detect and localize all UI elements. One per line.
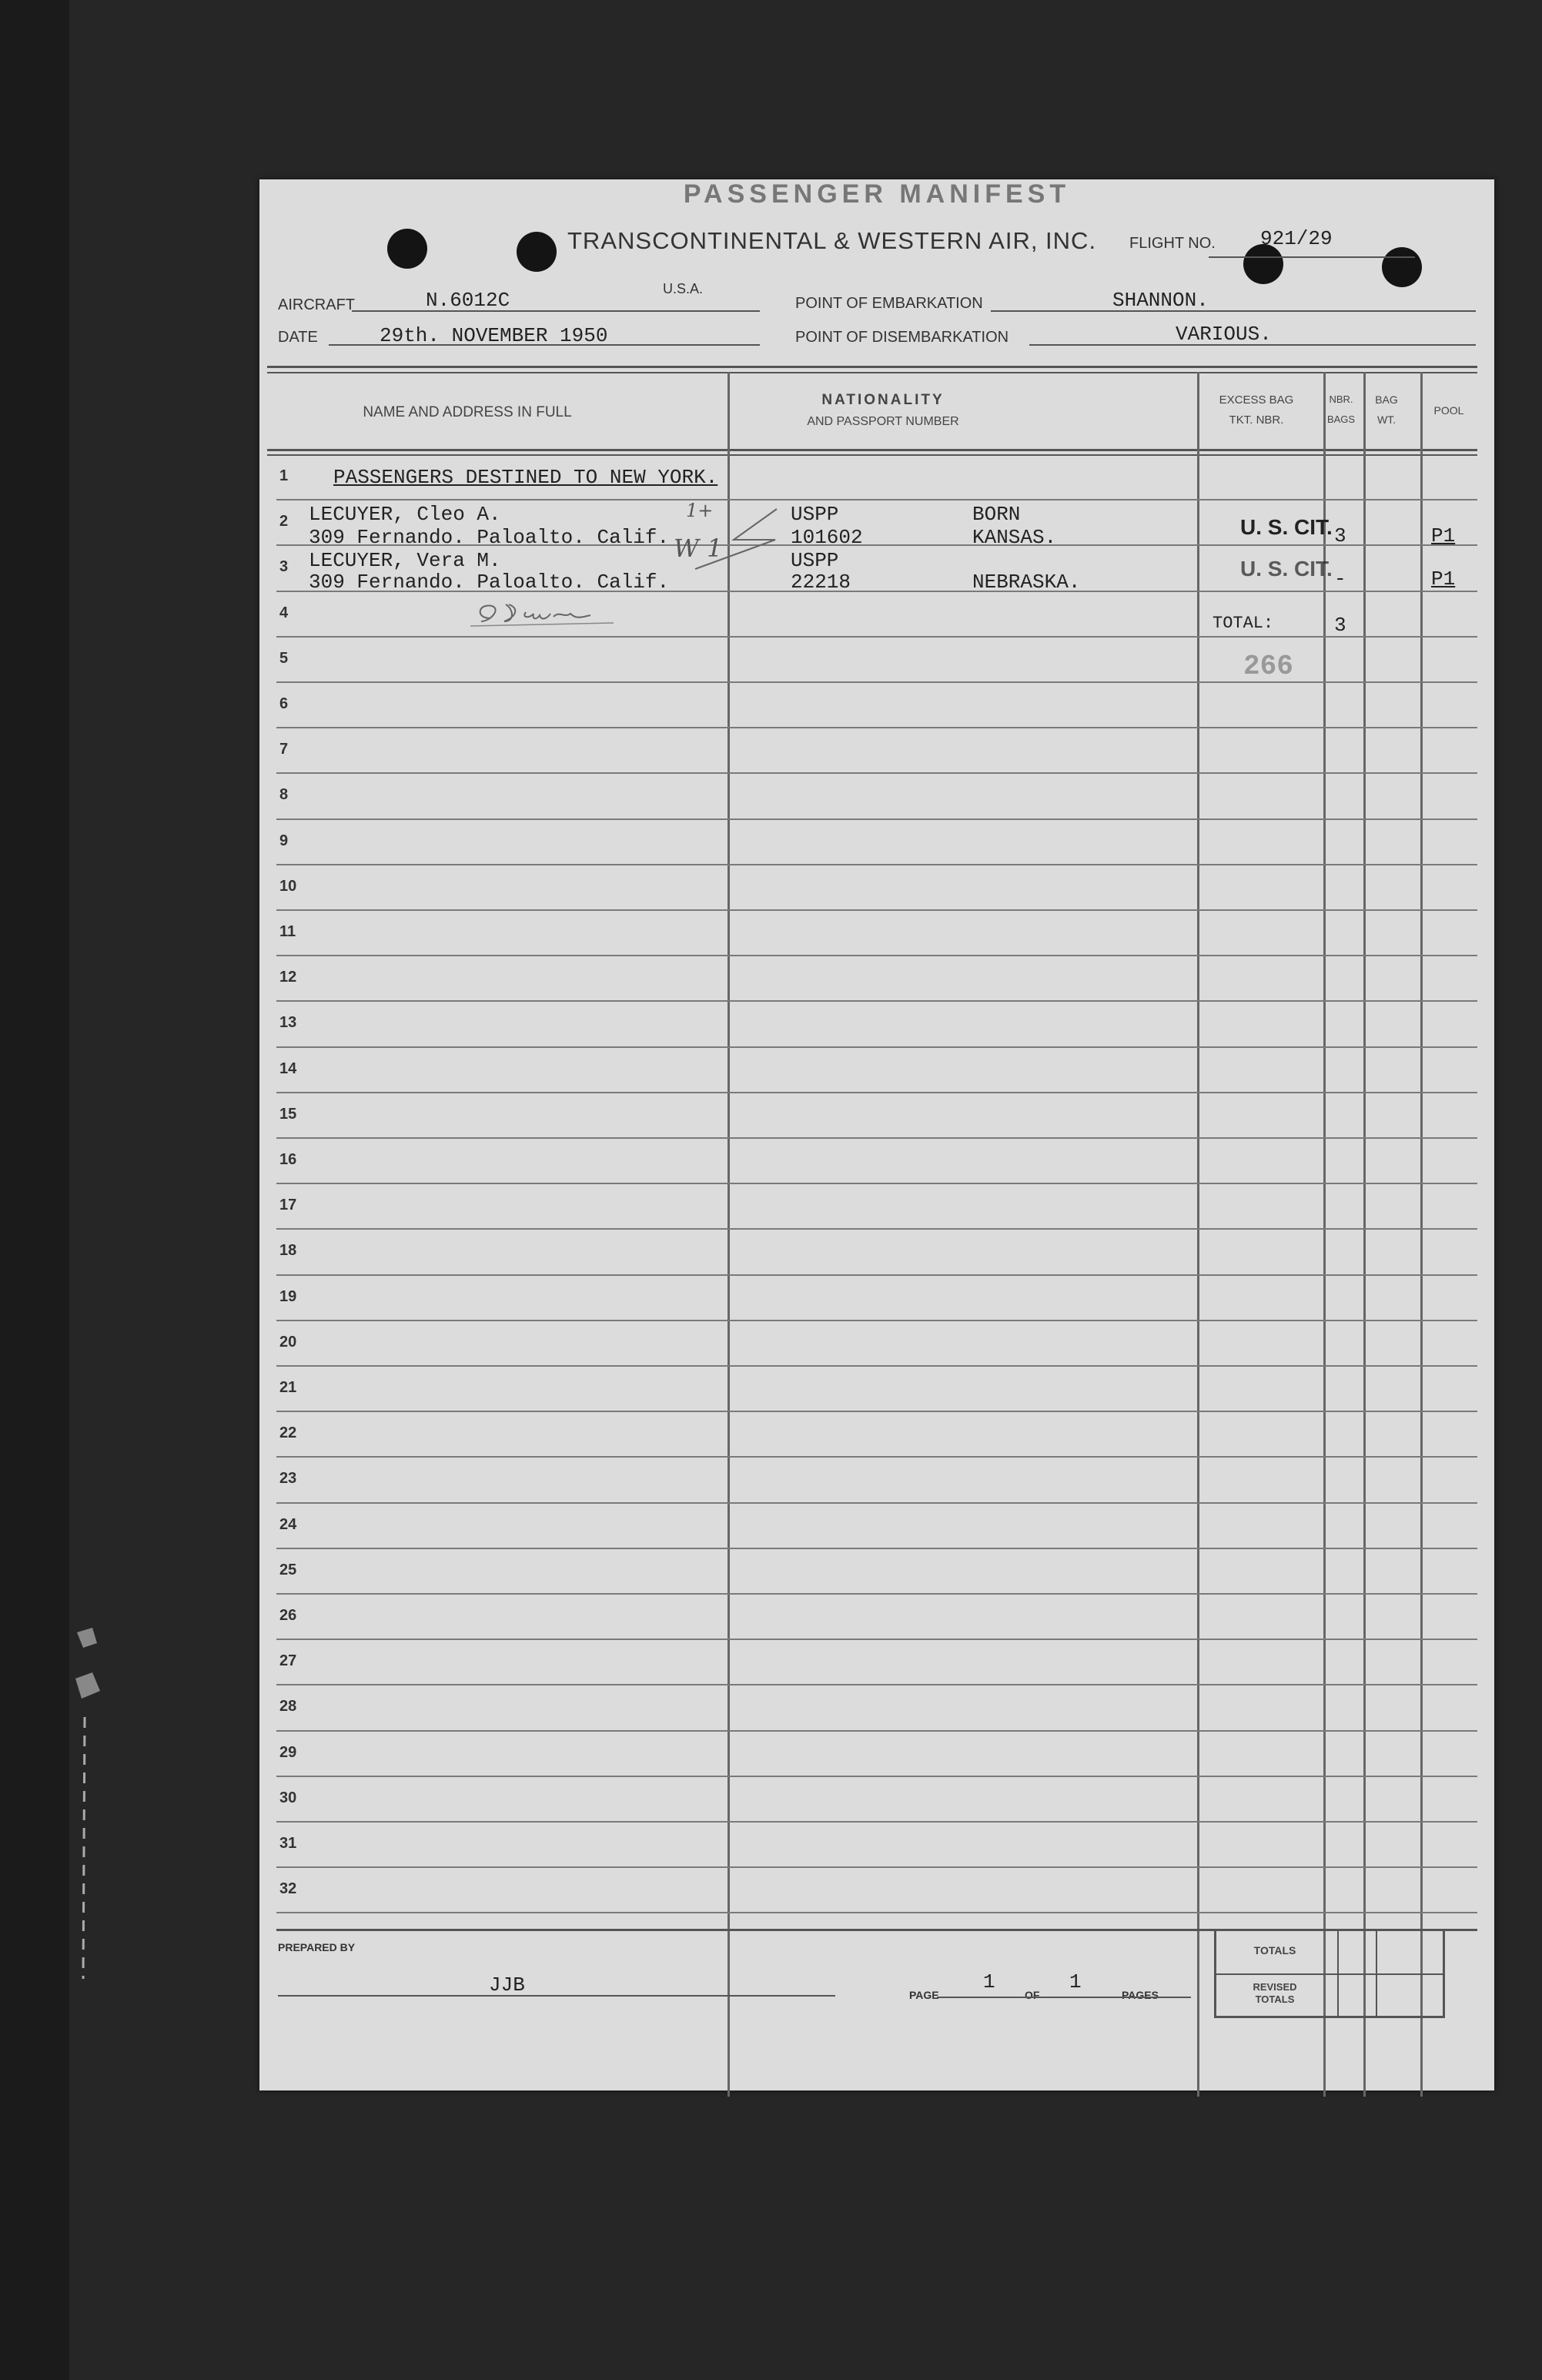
company-name: TRANSCONTINENTAL & WESTERN AIR, INC.: [567, 227, 1097, 254]
entries-heading: PASSENGERS DESTINED TO NEW YORK.: [333, 466, 718, 489]
row-line: [276, 772, 1477, 774]
row-line: [276, 499, 1477, 500]
total-label: TOTAL:: [1213, 614, 1274, 633]
table-top-rule: [267, 366, 1477, 368]
row-number: 9: [279, 832, 289, 849]
row-line: [276, 1502, 1477, 1504]
flight-no-value: 921/29: [1260, 227, 1333, 250]
totals-col-divider: [1337, 1929, 1339, 2018]
row-number: 5: [279, 649, 289, 667]
manifest-sheet: [259, 179, 1494, 2090]
row-number: 26: [279, 1607, 297, 1624]
row-line: [276, 818, 1477, 820]
row-number: 24: [279, 1515, 297, 1533]
flight-no-label: FLIGHT NO.: [1129, 235, 1216, 252]
disembarkation-label: POINT OF DISEMBARKATION: [795, 329, 1009, 346]
row-line: [276, 1639, 1477, 1640]
page-total: 1: [1069, 1970, 1082, 1993]
passenger-1-bags: 3: [1334, 524, 1346, 547]
punch-hole-icon: [1382, 247, 1422, 287]
row-number: 31: [279, 1835, 297, 1852]
col-pool-header: POOL: [1433, 404, 1464, 417]
header-bottom-rule-2: [267, 454, 1477, 456]
row-line: [276, 1593, 1477, 1595]
row-line: [276, 681, 1477, 683]
handwritten-annotation: W 1: [674, 534, 723, 563]
passenger-2-name: LECUYER, Vera M.: [309, 549, 501, 572]
row-line: [276, 955, 1477, 956]
row-number: 17: [279, 1197, 297, 1214]
date-label: DATE: [278, 329, 318, 346]
flight-no-underline: [1209, 256, 1415, 258]
row-number: 29: [279, 1743, 297, 1761]
embarkation-value: SHANNON.: [1112, 289, 1209, 312]
disembarkation-value: VARIOUS.: [1176, 323, 1272, 346]
prepared-by-label: PREPARED BY: [278, 1941, 356, 1953]
row-line: [276, 1228, 1477, 1230]
edge-marks: [62, 1625, 115, 1979]
row-number: 7: [279, 741, 289, 758]
col-divider: [1363, 372, 1366, 2097]
revised-label: REVISED: [1253, 1981, 1297, 1993]
passenger-1-born-label: BORN: [972, 503, 1021, 526]
passenger-2-address: 309 Fernando. Paloalto. Calif.: [309, 571, 670, 594]
passenger-1-pool: P1: [1431, 524, 1456, 547]
row-line: [276, 864, 1477, 865]
prepared-by-value: JJB: [489, 1973, 525, 1997]
row-line: [276, 1000, 1477, 1002]
aircraft-underline: [352, 310, 760, 312]
row-line: [276, 1046, 1477, 1048]
handwritten-strokes: [691, 503, 783, 572]
page-number: 1: [983, 1970, 995, 1993]
row-number: 13: [279, 1014, 297, 1032]
page-underline: [937, 1997, 1191, 1998]
row-line: [276, 1776, 1477, 1777]
row-number: 6: [279, 695, 289, 712]
col-excess-sub: TKT. NBR.: [1229, 413, 1284, 427]
row-number: 27: [279, 1652, 297, 1670]
row-number: 25: [279, 1561, 297, 1578]
total-bags: 3: [1334, 614, 1346, 637]
row-number: 8: [279, 786, 289, 804]
row-number: 19: [279, 1287, 297, 1305]
passenger-2-bags: -: [1334, 567, 1346, 591]
passenger-1-address: 309 Fernando. Paloalto. Calif.: [309, 526, 670, 549]
country-label: U.S.A.: [663, 281, 704, 296]
passenger-1-passport-type: USPP: [791, 503, 839, 526]
col-nbr-header: NBR.: [1329, 393, 1353, 405]
col-bagwt-header: BAG: [1375, 393, 1398, 406]
row-number: 16: [279, 1151, 297, 1168]
totals-label: TOTALS: [1253, 1944, 1296, 1957]
aircraft-label: AIRCRAFT: [278, 296, 355, 313]
row-number: 2: [279, 513, 289, 531]
col-excess-header: EXCESS BAG: [1219, 393, 1294, 407]
row-line: [276, 1548, 1477, 1549]
passenger-2-pool: P1: [1431, 567, 1456, 591]
row-line: [276, 1912, 1477, 1913]
passenger-1-citizen-stamp: U. S. CIT.: [1240, 515, 1333, 539]
row-number: 15: [279, 1105, 297, 1123]
passenger-2-passport-type: USPP: [791, 549, 839, 572]
passenger-1-birthplace: KANSAS.: [972, 526, 1057, 549]
row-line: [276, 1183, 1477, 1184]
row-number: 11: [279, 923, 296, 940]
header-bottom-rule: [267, 449, 1477, 451]
col-nbr-sub: BAGS: [1326, 413, 1356, 425]
row-number: 1: [279, 467, 289, 484]
handwritten-annotation: 1+: [686, 500, 714, 521]
row-number: 3: [279, 558, 289, 576]
row-line: [276, 909, 1477, 911]
row-number: 21: [279, 1379, 297, 1396]
totals-col-divider: [1376, 1929, 1377, 2018]
passenger-1-name: LECUYER, Cleo A.: [309, 503, 501, 526]
embarkation-label: POINT OF EMBARKATION: [795, 295, 983, 312]
row-number: 32: [279, 1880, 297, 1898]
row-line: [276, 1866, 1477, 1868]
stamp-number: 266: [1243, 651, 1293, 682]
passenger-2-passport-number: 22218: [791, 571, 851, 594]
col-divider: [1323, 372, 1326, 2097]
prepared-underline: [278, 1995, 835, 1997]
row-number: 30: [279, 1789, 297, 1806]
col-divider: [1197, 372, 1199, 2097]
punch-hole-icon: [387, 229, 427, 269]
col-nationality-sub: AND PASSPORT NUMBER: [807, 415, 959, 428]
row-number: 14: [279, 1059, 297, 1077]
row-number: 22: [279, 1424, 297, 1442]
row-line: [276, 636, 1477, 638]
totals-divider: [1214, 1973, 1445, 1975]
row-line: [276, 1092, 1477, 1093]
date-value: 29th. NOVEMBER 1950: [380, 324, 608, 347]
row-line: [276, 1274, 1477, 1276]
passenger-1-passport-number: 101602: [791, 526, 863, 549]
col-name-header: NAME AND ADDRESS IN FULL: [363, 404, 572, 420]
row-number: 20: [279, 1333, 297, 1351]
table-top-rule-2: [267, 372, 1477, 373]
passenger-2-citizen-stamp: U. S. CIT.: [1240, 557, 1333, 581]
punch-hole-icon: [517, 232, 557, 272]
row-number: 23: [279, 1470, 297, 1488]
row-line: [276, 1411, 1477, 1412]
row-line: [276, 727, 1477, 728]
aircraft-value: N.6012C: [426, 289, 510, 312]
row-number: 4: [279, 604, 289, 621]
of-label: OF: [1025, 1989, 1040, 2001]
handwritten-signature: [467, 595, 621, 634]
row-number: 18: [279, 1242, 297, 1260]
embarkation-underline: [991, 310, 1476, 312]
row-number: 28: [279, 1698, 297, 1716]
col-bagwt-sub: WT.: [1376, 413, 1396, 426]
row-line: [276, 1821, 1477, 1823]
row-line: [276, 1137, 1477, 1139]
row-number: 10: [279, 877, 297, 895]
row-number: 12: [279, 969, 297, 986]
col-divider: [1420, 372, 1423, 2097]
row-line: [276, 1730, 1477, 1732]
passenger-2-birthplace: NEBRASKA.: [972, 571, 1081, 594]
revised-totals-label: TOTALS: [1255, 1993, 1295, 2005]
row-line: [276, 1456, 1477, 1458]
row-line: [276, 1320, 1477, 1321]
row-line: [276, 1365, 1477, 1367]
row-line: [276, 1684, 1477, 1685]
page-label: PAGE: [909, 1989, 939, 2001]
pages-label: PAGES: [1122, 1989, 1159, 2001]
form-title: PASSENGER MANIFEST: [683, 179, 1071, 209]
col-divider: [728, 372, 730, 2097]
col-nationality-header: NATIONALITY: [821, 392, 945, 408]
